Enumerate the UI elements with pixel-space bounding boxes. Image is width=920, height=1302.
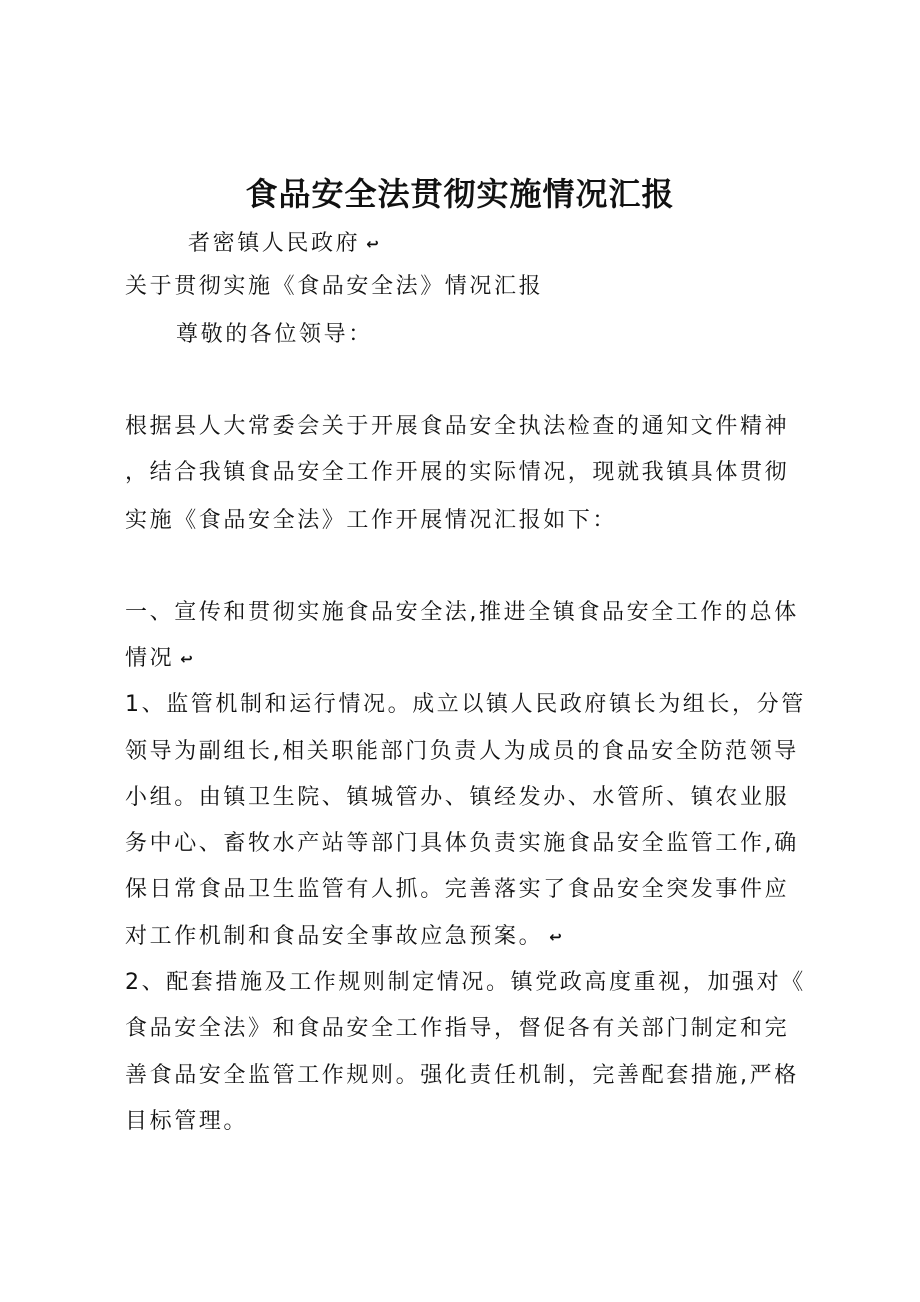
intro-line-1: 根据县人大常委会关于开展食品安全执法检查的通知文件精神 xyxy=(125,414,790,439)
item1-line-4: 务中心、畜牧水产站等部门具体负责实施食品安全监管工作,确 xyxy=(125,831,799,856)
item1-line-6-text: 对工作机制和食品安全事故应急预案。 xyxy=(125,924,544,949)
item1-line-5: 保日常食品卫生监管有人抓。完善落实了食品安全突发事件应 xyxy=(125,877,790,902)
intro-line-3: 实施《食品安全法》工作开展情况汇报如下： xyxy=(125,508,618,533)
item1-line-1: 1、监管机制和运行情况。成立以镇人民政府镇长为组长，分管 xyxy=(125,692,806,717)
section-heading-line-1: 一、宣传和贯彻实施食品安全法,推进全镇食品安全工作的总体 xyxy=(125,600,799,625)
intro-line-2: ，结合我镇食品安全工作开展的实际情况，现就我镇具体贯彻 xyxy=(125,460,790,485)
item1-line-3: 小组。由镇卫生院、镇城管办、镇经发办、水管所、镇农业服 xyxy=(125,785,790,810)
paragraph-mark-icon: ↩ xyxy=(180,650,193,668)
issuer-text: 者密镇人民政府 xyxy=(188,231,361,256)
salutation-line: 尊敬的各位领导： xyxy=(176,322,373,347)
section-heading-text: 情况 xyxy=(125,646,175,671)
paragraph-mark-icon: ↩ xyxy=(549,928,562,946)
document-title: 食品安全法贯彻实施情况汇报 xyxy=(245,175,675,213)
item1-line-2: 领导为副组长,相关职能部门负责人为成员的食品安全防范领导 xyxy=(125,739,799,764)
subtitle-line: 关于贯彻实施《食品安全法》情况汇报 xyxy=(125,274,544,299)
item2-line-3: 善食品安全监管工作规则。强化责任机制，完善配套措施,严格 xyxy=(125,1063,799,1088)
issuer-line xyxy=(188,229,878,259)
item1-line-6 xyxy=(125,922,815,952)
item2-line-4: 目标管理。 xyxy=(125,1109,249,1134)
item2-line-2: 食品安全法》和食品安全工作指导，督促各有关部门制定和完 xyxy=(125,1016,790,1041)
item2-line-1: 2、配套措施及工作规则制定情况。镇党政高度重视，加强对《 xyxy=(125,970,806,995)
section-heading-line-2 xyxy=(125,644,815,674)
paragraph-mark-icon: ↩ xyxy=(366,235,379,253)
